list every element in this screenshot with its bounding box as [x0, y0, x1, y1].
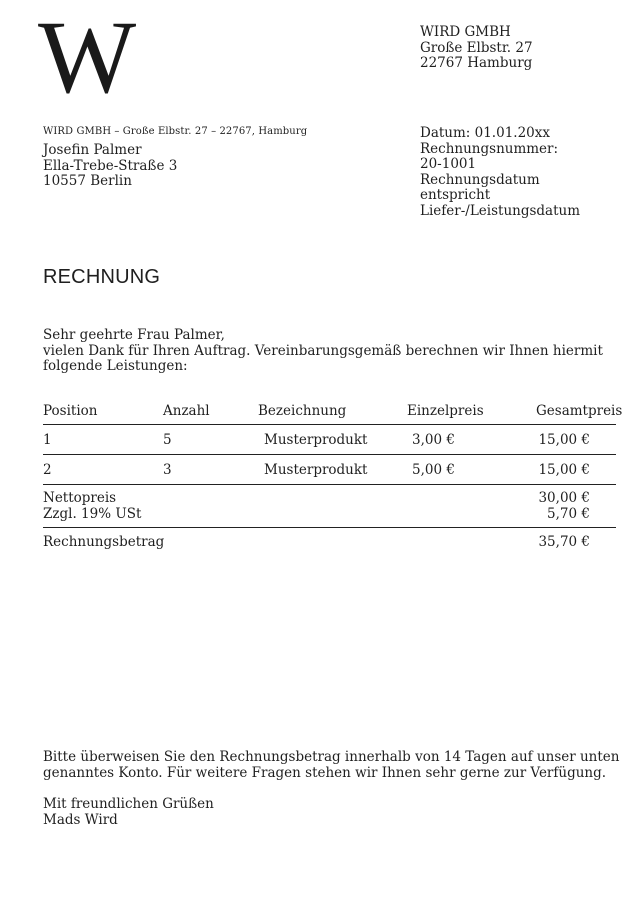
row-total-price: 15,00 € — [538, 432, 590, 448]
row-quantity: 3 — [163, 462, 172, 478]
table-header-row — [43, 400, 623, 425]
greeting: Sehr geehrte Frau Palmer, — [43, 327, 225, 343]
table-row — [43, 425, 616, 455]
company-address — [420, 25, 533, 72]
row-unit-price: 5,00 € — [412, 462, 455, 478]
invoice-date-note: Rechnungsdatum — [420, 171, 540, 188]
intro-line: vielen Dank für Ihren Auftrag. Vereinbarungsgemäß berechnen wir Ihnen hiermit — [43, 342, 603, 359]
recipient-street: Ella-Trebe-Straße 3 — [43, 157, 178, 174]
company-street: Große Elbstr. 27 — [420, 39, 533, 56]
row-total-price: 15,00 € — [538, 462, 590, 478]
total-label: Rechnungsbetrag — [43, 534, 165, 550]
invoice-date: Datum: 01.01.20xx — [420, 125, 550, 141]
header-unit-price: Einzelpreis — [407, 403, 484, 419]
vat-label: Zzgl. 19% USt — [43, 506, 142, 522]
closing-line: Bitte überweisen Sie den Rechnungsbetrag innerhalb von 14 Tagen auf unser unten — [43, 749, 620, 765]
company-name: WIRD GMBH — [420, 24, 511, 40]
intro-text — [43, 328, 603, 375]
net-price-value: 30,00 € — [538, 490, 590, 506]
invoice-table — [43, 400, 623, 556]
row-description: Musterprodukt — [264, 462, 368, 478]
invoice-meta — [420, 126, 620, 219]
intro-line: folgende Leistungen: — [43, 358, 188, 374]
invoice-date-note: Liefer-/Leistungsdatum — [420, 202, 581, 219]
recipient-address — [43, 143, 177, 190]
page-title: RECHNUNG — [43, 266, 161, 288]
row-position: 1 — [43, 432, 52, 448]
row-description: Musterprodukt — [264, 432, 368, 448]
header-quantity: Anzahl — [163, 403, 210, 419]
invoice-number: 20-1001 — [420, 156, 477, 172]
header-position: Position — [43, 403, 98, 419]
recipient-name: Josefin Palmer — [43, 142, 142, 158]
closing-line: genanntes Konto. Für weitere Fragen stehen wir Ihnen sehr gerne zur Verfügung. — [43, 764, 607, 781]
row-unit-price: 3,00 € — [412, 432, 455, 448]
signature-block — [43, 797, 214, 828]
signer-name: Mads Wird — [43, 811, 118, 828]
header-description: Bezeichnung — [258, 403, 347, 419]
invoice-date-note: entspricht — [420, 187, 491, 203]
row-quantity: 5 — [163, 432, 172, 448]
net-price-label: Nettopreis — [43, 490, 117, 506]
sender-return-line: WIRD GMBH – Große Elbstr. 27 – 22767, Hamburg — [43, 126, 308, 137]
company-logo: W — [38, 0, 135, 115]
closing-text — [43, 749, 620, 781]
table-row — [43, 455, 616, 485]
invoice-number-label: Rechnungsnummer: — [420, 140, 559, 157]
recipient-city: 10557 Berlin — [43, 173, 132, 189]
company-city: 22767 Hamburg — [420, 55, 533, 71]
header-total-price: Gesamtpreis — [536, 403, 623, 419]
total-value: 35,70 € — [538, 534, 590, 550]
vat-value: 5,70 € — [547, 506, 590, 522]
row-position: 2 — [43, 462, 52, 478]
total-row — [43, 528, 616, 556]
regards: Mit freundlichen Grüßen — [43, 796, 214, 812]
subtotal-block — [43, 485, 616, 528]
